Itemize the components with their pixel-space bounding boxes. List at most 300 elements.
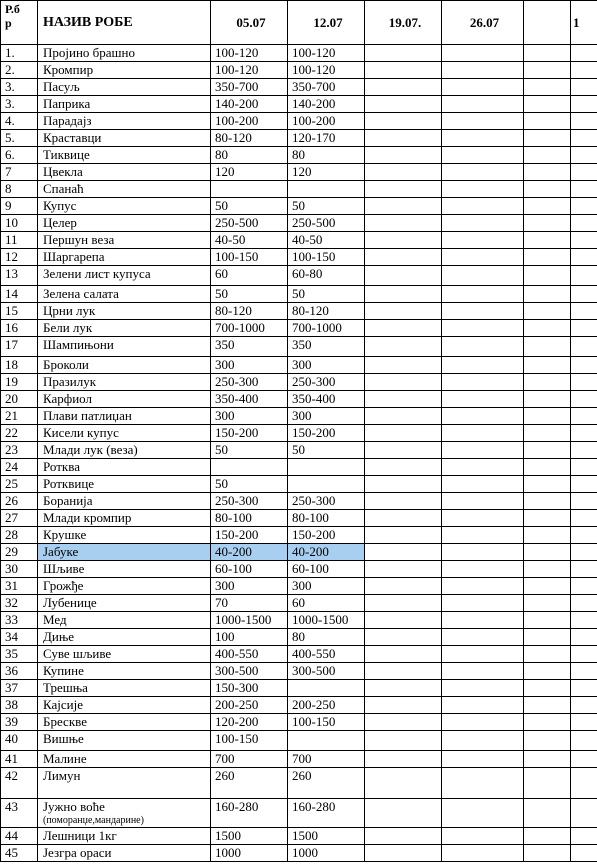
- price-cell-date-5[interactable]: [524, 232, 571, 249]
- price-cell-date-5[interactable]: [524, 215, 571, 232]
- price-cell-date-4[interactable]: [442, 527, 524, 544]
- price-cell-date-5[interactable]: [524, 425, 571, 442]
- price-cell-date-5[interactable]: [524, 578, 571, 595]
- price-cell-date-6[interactable]: [571, 595, 597, 612]
- price-cell-date-6[interactable]: [571, 286, 597, 303]
- price-cell-date-3[interactable]: [365, 320, 442, 337]
- price-cell-date-4[interactable]: [442, 697, 524, 714]
- item-name-cell[interactable]: [38, 79, 211, 96]
- header-date-6[interactable]: [571, 1, 597, 45]
- price-cell-date-6[interactable]: [571, 303, 597, 320]
- price-cell-date-2[interactable]: 50: [288, 198, 365, 215]
- price-cell-date-2[interactable]: [288, 459, 365, 476]
- price-cell-date-5[interactable]: [524, 646, 571, 663]
- price-cell-date-5[interactable]: [524, 181, 571, 198]
- price-cell-date-6[interactable]: [571, 130, 597, 147]
- price-cell-date-1[interactable]: 150-200: [211, 527, 288, 544]
- price-cell-date-1[interactable]: 400-550: [211, 646, 288, 663]
- item-name-cell[interactable]: [38, 425, 211, 442]
- price-cell-date-3[interactable]: [365, 425, 442, 442]
- price-cell-date-5[interactable]: [524, 459, 571, 476]
- price-cell-date-6[interactable]: [571, 45, 597, 62]
- price-cell-date-1[interactable]: 140-200: [211, 96, 288, 113]
- price-cell-date-6[interactable]: [571, 181, 597, 198]
- price-cell-date-2[interactable]: 80: [288, 147, 365, 164]
- price-cell-date-4[interactable]: [442, 232, 524, 249]
- price-cell-date-3[interactable]: [365, 232, 442, 249]
- price-cell-date-2[interactable]: 80-100: [288, 510, 365, 527]
- price-cell-date-3[interactable]: [365, 130, 442, 147]
- price-cell-date-5[interactable]: [524, 663, 571, 680]
- price-cell-date-4[interactable]: [442, 663, 524, 680]
- price-cell-date-4[interactable]: [442, 357, 524, 374]
- price-cell-date-1[interactable]: 60: [211, 266, 288, 286]
- row-number-cell[interactable]: 24: [1, 459, 38, 476]
- item-name-cell[interactable]: [38, 130, 211, 147]
- price-cell-date-4[interactable]: [442, 493, 524, 510]
- price-cell-date-5[interactable]: [524, 408, 571, 425]
- item-name-cell[interactable]: [38, 337, 211, 357]
- row-number-cell[interactable]: 20: [1, 391, 38, 408]
- price-cell-date-1[interactable]: 150-300: [211, 680, 288, 697]
- price-cell-date-5[interactable]: [524, 493, 571, 510]
- row-number-cell[interactable]: 13: [1, 266, 38, 286]
- price-cell-date-4[interactable]: [442, 62, 524, 79]
- item-name-cell[interactable]: [38, 561, 211, 578]
- row-number-cell[interactable]: 9: [1, 198, 38, 215]
- price-cell-date-2[interactable]: 50: [288, 286, 365, 303]
- price-cell-date-5[interactable]: [524, 79, 571, 96]
- row-number-cell[interactable]: 22: [1, 425, 38, 442]
- price-cell-date-5[interactable]: [524, 845, 571, 862]
- price-cell-date-2[interactable]: [288, 731, 365, 751]
- price-cell-date-3[interactable]: [365, 62, 442, 79]
- price-cell-date-6[interactable]: [571, 731, 597, 751]
- row-number-cell[interactable]: 16: [1, 320, 38, 337]
- row-number-cell[interactable]: 19: [1, 374, 38, 391]
- price-cell-date-4[interactable]: [442, 799, 524, 828]
- row-number-cell[interactable]: 41: [1, 751, 38, 768]
- price-cell-date-3[interactable]: [365, 527, 442, 544]
- price-cell-date-2[interactable]: 50: [288, 442, 365, 459]
- header-number-cell[interactable]: [1, 1, 38, 45]
- price-cell-date-1[interactable]: 50: [211, 476, 288, 493]
- price-cell-date-5[interactable]: [524, 303, 571, 320]
- price-cell-date-6[interactable]: [571, 629, 597, 646]
- item-name-cell[interactable]: [38, 697, 211, 714]
- row-number-cell[interactable]: 8: [1, 181, 38, 198]
- price-cell-date-4[interactable]: [442, 442, 524, 459]
- price-cell-date-4[interactable]: [442, 714, 524, 731]
- price-cell-date-4[interactable]: [442, 266, 524, 286]
- price-cell-date-5[interactable]: [524, 476, 571, 493]
- row-number-cell[interactable]: 7: [1, 164, 38, 181]
- price-cell-date-3[interactable]: [365, 768, 442, 799]
- price-cell-date-1[interactable]: 1000: [211, 845, 288, 862]
- header-date-1[interactable]: [211, 1, 288, 45]
- item-name-cell[interactable]: [38, 493, 211, 510]
- price-cell-date-2[interactable]: 60-80: [288, 266, 365, 286]
- price-cell-date-6[interactable]: [571, 544, 597, 561]
- item-name-cell[interactable]: [38, 442, 211, 459]
- price-cell-date-2[interactable]: 60-100: [288, 561, 365, 578]
- price-cell-date-6[interactable]: [571, 578, 597, 595]
- row-number-cell[interactable]: 32: [1, 595, 38, 612]
- price-cell-date-1[interactable]: 80-120: [211, 130, 288, 147]
- price-cell-date-2[interactable]: 350: [288, 337, 365, 357]
- price-cell-date-1[interactable]: 50: [211, 198, 288, 215]
- price-cell-date-6[interactable]: [571, 714, 597, 731]
- price-cell-date-2[interactable]: 300: [288, 408, 365, 425]
- row-number-cell[interactable]: 38: [1, 697, 38, 714]
- row-number-cell[interactable]: 3.: [1, 79, 38, 96]
- row-number-cell[interactable]: 6.: [1, 147, 38, 164]
- row-number-cell[interactable]: 2.: [1, 62, 38, 79]
- price-cell-date-5[interactable]: [524, 374, 571, 391]
- price-cell-date-3[interactable]: [365, 337, 442, 357]
- row-number-cell[interactable]: 23: [1, 442, 38, 459]
- header-date-3[interactable]: [365, 1, 442, 45]
- price-cell-date-5[interactable]: [524, 561, 571, 578]
- price-cell-date-1[interactable]: 350-400: [211, 391, 288, 408]
- price-cell-date-1[interactable]: [211, 181, 288, 198]
- price-cell-date-5[interactable]: [524, 629, 571, 646]
- row-number-cell[interactable]: 14: [1, 286, 38, 303]
- price-cell-date-4[interactable]: [442, 374, 524, 391]
- price-cell-date-6[interactable]: [571, 751, 597, 768]
- row-number-cell[interactable]: 33: [1, 612, 38, 629]
- price-cell-date-1[interactable]: 60-100: [211, 561, 288, 578]
- price-cell-date-6[interactable]: [571, 663, 597, 680]
- item-name-cell[interactable]: [38, 595, 211, 612]
- price-cell-date-5[interactable]: [524, 286, 571, 303]
- price-cell-date-6[interactable]: [571, 561, 597, 578]
- price-cell-date-6[interactable]: [571, 79, 597, 96]
- price-cell-date-1[interactable]: 100: [211, 629, 288, 646]
- price-cell-date-4[interactable]: [442, 96, 524, 113]
- item-name-cell[interactable]: [38, 374, 211, 391]
- price-cell-date-2[interactable]: 40-200: [288, 544, 365, 561]
- price-cell-date-2[interactable]: 300: [288, 578, 365, 595]
- price-cell-date-3[interactable]: [365, 595, 442, 612]
- price-cell-date-6[interactable]: [571, 391, 597, 408]
- price-cell-date-1[interactable]: 40-50: [211, 232, 288, 249]
- price-cell-date-6[interactable]: [571, 374, 597, 391]
- price-cell-date-2[interactable]: 350-400: [288, 391, 365, 408]
- price-cell-date-1[interactable]: 100-120: [211, 45, 288, 62]
- price-cell-date-6[interactable]: [571, 147, 597, 164]
- price-cell-date-5[interactable]: [524, 164, 571, 181]
- row-number-cell[interactable]: 11: [1, 232, 38, 249]
- price-cell-date-3[interactable]: [365, 249, 442, 266]
- item-name-cell[interactable]: [38, 266, 211, 286]
- price-cell-date-5[interactable]: [524, 266, 571, 286]
- row-number-cell[interactable]: 18: [1, 357, 38, 374]
- row-number-cell[interactable]: 36: [1, 663, 38, 680]
- price-cell-date-3[interactable]: [365, 578, 442, 595]
- price-cell-date-4[interactable]: [442, 544, 524, 561]
- price-cell-date-4[interactable]: [442, 510, 524, 527]
- price-cell-date-2[interactable]: 40-50: [288, 232, 365, 249]
- price-cell-date-5[interactable]: [524, 249, 571, 266]
- item-name-cell[interactable]: [38, 799, 211, 828]
- price-cell-date-4[interactable]: [442, 476, 524, 493]
- price-cell-date-6[interactable]: [571, 828, 597, 845]
- price-cell-date-3[interactable]: [365, 113, 442, 130]
- price-cell-date-5[interactable]: [524, 697, 571, 714]
- item-name-cell[interactable]: [38, 459, 211, 476]
- item-name-cell[interactable]: [38, 476, 211, 493]
- price-cell-date-3[interactable]: [365, 374, 442, 391]
- row-number-cell[interactable]: 27: [1, 510, 38, 527]
- price-cell-date-6[interactable]: [571, 232, 597, 249]
- price-cell-date-5[interactable]: [524, 768, 571, 799]
- price-cell-date-3[interactable]: [365, 697, 442, 714]
- price-cell-date-6[interactable]: [571, 198, 597, 215]
- price-cell-date-4[interactable]: [442, 646, 524, 663]
- price-cell-date-2[interactable]: [288, 181, 365, 198]
- row-number-cell[interactable]: 25: [1, 476, 38, 493]
- item-name-cell[interactable]: [38, 303, 211, 320]
- price-cell-date-6[interactable]: [571, 164, 597, 181]
- price-cell-date-3[interactable]: [365, 476, 442, 493]
- price-cell-date-3[interactable]: [365, 391, 442, 408]
- price-cell-date-6[interactable]: [571, 510, 597, 527]
- price-cell-date-2[interactable]: 160-280: [288, 799, 365, 828]
- price-cell-date-2[interactable]: 250-500: [288, 215, 365, 232]
- row-number-cell[interactable]: 42: [1, 768, 38, 799]
- price-cell-date-3[interactable]: [365, 680, 442, 697]
- price-cell-date-6[interactable]: [571, 646, 597, 663]
- price-cell-date-2[interactable]: 300: [288, 357, 365, 374]
- price-cell-date-5[interactable]: [524, 799, 571, 828]
- item-name-cell[interactable]: [38, 731, 211, 751]
- price-cell-date-2[interactable]: 1000-1500: [288, 612, 365, 629]
- row-number-cell[interactable]: 30: [1, 561, 38, 578]
- price-cell-date-2[interactable]: 80-120: [288, 303, 365, 320]
- price-cell-date-1[interactable]: 300: [211, 357, 288, 374]
- price-cell-date-4[interactable]: [442, 320, 524, 337]
- price-cell-date-5[interactable]: [524, 828, 571, 845]
- price-cell-date-1[interactable]: 80-100: [211, 510, 288, 527]
- price-cell-date-3[interactable]: [365, 357, 442, 374]
- price-cell-date-5[interactable]: [524, 198, 571, 215]
- price-cell-date-4[interactable]: [442, 113, 524, 130]
- row-number-cell[interactable]: 31: [1, 578, 38, 595]
- row-number-cell[interactable]: 17: [1, 337, 38, 357]
- price-cell-date-1[interactable]: 300: [211, 408, 288, 425]
- price-cell-date-3[interactable]: [365, 646, 442, 663]
- price-cell-date-1[interactable]: 250-300: [211, 374, 288, 391]
- price-cell-date-5[interactable]: [524, 714, 571, 731]
- item-name-cell[interactable]: [38, 663, 211, 680]
- price-cell-date-1[interactable]: 350-700: [211, 79, 288, 96]
- item-name-cell[interactable]: [38, 391, 211, 408]
- price-cell-date-4[interactable]: [442, 408, 524, 425]
- price-cell-date-1[interactable]: 300: [211, 578, 288, 595]
- item-name-cell[interactable]: [38, 198, 211, 215]
- price-cell-date-1[interactable]: 100-200: [211, 113, 288, 130]
- price-cell-date-6[interactable]: [571, 799, 597, 828]
- item-name-cell[interactable]: [38, 113, 211, 130]
- price-cell-date-5[interactable]: [524, 527, 571, 544]
- price-cell-date-4[interactable]: [442, 337, 524, 357]
- price-cell-date-4[interactable]: [442, 561, 524, 578]
- price-cell-date-1[interactable]: 120-200: [211, 714, 288, 731]
- price-cell-date-1[interactable]: 700-1000: [211, 320, 288, 337]
- item-name-cell[interactable]: [38, 320, 211, 337]
- price-cell-date-2[interactable]: 150-200: [288, 425, 365, 442]
- header-name-cell[interactable]: [38, 1, 211, 45]
- row-number-cell[interactable]: 10: [1, 215, 38, 232]
- row-number-cell[interactable]: 34: [1, 629, 38, 646]
- price-cell-date-3[interactable]: [365, 714, 442, 731]
- price-cell-date-1[interactable]: 50: [211, 442, 288, 459]
- price-cell-date-2[interactable]: 260: [288, 768, 365, 799]
- price-cell-date-3[interactable]: [365, 266, 442, 286]
- price-cell-date-3[interactable]: [365, 198, 442, 215]
- price-cell-date-1[interactable]: 200-250: [211, 697, 288, 714]
- row-number-cell[interactable]: 26: [1, 493, 38, 510]
- price-cell-date-6[interactable]: [571, 266, 597, 286]
- price-cell-date-5[interactable]: [524, 337, 571, 357]
- price-cell-date-3[interactable]: [365, 751, 442, 768]
- price-cell-date-4[interactable]: [442, 578, 524, 595]
- price-cell-date-2[interactable]: 150-200: [288, 527, 365, 544]
- price-cell-date-1[interactable]: 1000-1500: [211, 612, 288, 629]
- price-cell-date-4[interactable]: [442, 164, 524, 181]
- item-name-cell[interactable]: [38, 408, 211, 425]
- price-cell-date-6[interactable]: [571, 320, 597, 337]
- price-cell-date-3[interactable]: [365, 561, 442, 578]
- price-cell-date-4[interactable]: [442, 303, 524, 320]
- price-cell-date-3[interactable]: [365, 147, 442, 164]
- item-name-cell[interactable]: [38, 62, 211, 79]
- price-cell-date-1[interactable]: 350: [211, 337, 288, 357]
- price-cell-date-3[interactable]: [365, 828, 442, 845]
- price-cell-date-1[interactable]: 50: [211, 286, 288, 303]
- price-cell-date-3[interactable]: [365, 510, 442, 527]
- price-cell-date-6[interactable]: [571, 357, 597, 374]
- price-cell-date-5[interactable]: [524, 751, 571, 768]
- price-cell-date-4[interactable]: [442, 680, 524, 697]
- row-number-cell[interactable]: 45: [1, 845, 38, 862]
- item-name-cell[interactable]: [38, 510, 211, 527]
- price-cell-date-3[interactable]: [365, 731, 442, 751]
- price-cell-date-1[interactable]: 160-280: [211, 799, 288, 828]
- item-name-cell[interactable]: [38, 629, 211, 646]
- price-cell-date-5[interactable]: [524, 731, 571, 751]
- price-cell-date-6[interactable]: [571, 337, 597, 357]
- price-cell-date-4[interactable]: [442, 768, 524, 799]
- price-cell-date-3[interactable]: [365, 459, 442, 476]
- price-cell-date-2[interactable]: 100-200: [288, 113, 365, 130]
- price-cell-date-2[interactable]: 300-500: [288, 663, 365, 680]
- price-cell-date-2[interactable]: [288, 680, 365, 697]
- price-cell-date-4[interactable]: [442, 286, 524, 303]
- price-cell-date-2[interactable]: 100-150: [288, 249, 365, 266]
- price-cell-date-2[interactable]: 120: [288, 164, 365, 181]
- price-cell-date-2[interactable]: 100-120: [288, 45, 365, 62]
- price-cell-date-3[interactable]: [365, 303, 442, 320]
- price-cell-date-3[interactable]: [365, 79, 442, 96]
- price-cell-date-3[interactable]: [365, 164, 442, 181]
- item-name-cell[interactable]: [38, 612, 211, 629]
- row-number-cell[interactable]: 4.: [1, 113, 38, 130]
- row-number-cell[interactable]: 12: [1, 249, 38, 266]
- item-name-cell[interactable]: [38, 768, 211, 799]
- price-cell-date-5[interactable]: [524, 680, 571, 697]
- price-cell-date-5[interactable]: [524, 45, 571, 62]
- price-cell-date-6[interactable]: [571, 527, 597, 544]
- price-cell-date-2[interactable]: 250-300: [288, 374, 365, 391]
- price-cell-date-2[interactable]: 1000: [288, 845, 365, 862]
- price-cell-date-1[interactable]: 300-500: [211, 663, 288, 680]
- price-cell-date-1[interactable]: 100-150: [211, 731, 288, 751]
- item-name-cell[interactable]: [38, 646, 211, 663]
- price-cell-date-4[interactable]: [442, 130, 524, 147]
- price-cell-date-5[interactable]: [524, 113, 571, 130]
- price-cell-date-6[interactable]: [571, 612, 597, 629]
- price-cell-date-5[interactable]: [524, 544, 571, 561]
- price-cell-date-1[interactable]: 1500: [211, 828, 288, 845]
- price-cell-date-6[interactable]: [571, 680, 597, 697]
- row-number-cell[interactable]: 43: [1, 799, 38, 828]
- price-cell-date-3[interactable]: [365, 493, 442, 510]
- row-number-cell[interactable]: 1.: [1, 45, 38, 62]
- price-cell-date-6[interactable]: [571, 476, 597, 493]
- price-cell-date-3[interactable]: [365, 544, 442, 561]
- price-cell-date-3[interactable]: [365, 663, 442, 680]
- row-number-cell[interactable]: 28: [1, 527, 38, 544]
- price-cell-date-4[interactable]: [442, 181, 524, 198]
- row-number-cell[interactable]: 39: [1, 714, 38, 731]
- price-cell-date-2[interactable]: 120-170: [288, 130, 365, 147]
- price-cell-date-2[interactable]: 200-250: [288, 697, 365, 714]
- header-date-2[interactable]: [288, 1, 365, 45]
- price-cell-date-2[interactable]: 100-150: [288, 714, 365, 731]
- price-cell-date-1[interactable]: 120: [211, 164, 288, 181]
- price-cell-date-1[interactable]: 100-150: [211, 249, 288, 266]
- price-cell-date-6[interactable]: [571, 215, 597, 232]
- row-number-cell[interactable]: 29: [1, 544, 38, 561]
- price-cell-date-6[interactable]: [571, 768, 597, 799]
- price-cell-date-2[interactable]: 700-1000: [288, 320, 365, 337]
- item-name-cell[interactable]: [38, 714, 211, 731]
- item-name-cell[interactable]: [38, 45, 211, 62]
- row-number-cell[interactable]: 40: [1, 731, 38, 751]
- item-name-cell[interactable]: [38, 286, 211, 303]
- price-cell-date-2[interactable]: 60: [288, 595, 365, 612]
- price-cell-date-1[interactable]: 260: [211, 768, 288, 799]
- row-number-cell[interactable]: 5.: [1, 130, 38, 147]
- price-cell-date-3[interactable]: [365, 612, 442, 629]
- price-cell-date-4[interactable]: [442, 629, 524, 646]
- row-number-cell[interactable]: 21: [1, 408, 38, 425]
- price-cell-date-2[interactable]: 250-300: [288, 493, 365, 510]
- header-date-5[interactable]: [524, 1, 571, 45]
- item-name-cell[interactable]: [38, 828, 211, 845]
- price-cell-date-5[interactable]: [524, 612, 571, 629]
- price-cell-date-4[interactable]: [442, 751, 524, 768]
- price-cell-date-5[interactable]: [524, 510, 571, 527]
- price-cell-date-3[interactable]: [365, 408, 442, 425]
- item-name-cell[interactable]: [38, 96, 211, 113]
- row-number-cell[interactable]: 3.: [1, 96, 38, 113]
- price-cell-date-3[interactable]: [365, 181, 442, 198]
- price-cell-date-4[interactable]: [442, 79, 524, 96]
- price-cell-date-3[interactable]: [365, 215, 442, 232]
